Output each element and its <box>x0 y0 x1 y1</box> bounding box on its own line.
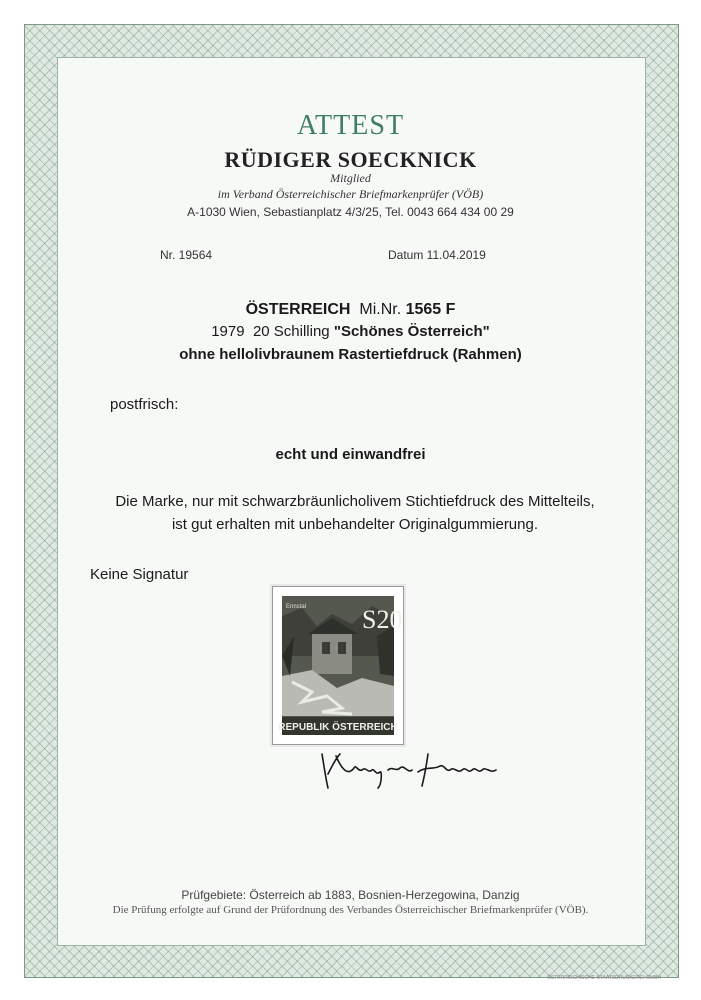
stamp-denomination: S20 <box>362 605 403 634</box>
stamp-engraving <box>278 596 403 735</box>
certificate-title: ATTEST <box>296 110 405 141</box>
catalog-line <box>0 301 701 319</box>
stamp-picture-icon <box>278 596 403 735</box>
signature-note: Keine Signatur <box>90 566 189 583</box>
stamp-inscription: REPUBLIK ÖSTERREICH <box>278 722 398 733</box>
membership-label: Mitglied <box>330 171 371 185</box>
description-line-1: Die Marke, nur mit schwarzbräunlicholivem Stichtiefdruck des Mittelteils, <box>115 493 595 510</box>
association-name: im Verband Österreichischer Briefmarkenprüfer (VÖB) <box>217 187 484 201</box>
issue-value: 20 Schilling <box>252 323 330 340</box>
issue-line <box>0 323 701 340</box>
examiner-signature <box>318 744 508 792</box>
verdict: echt und einwandfrei <box>275 446 426 463</box>
condition-label: postfrisch: <box>110 396 179 413</box>
examination-scope: Prüfgebiete: Österreich ab 1883, Bosnien-Herzegowina, Danzig <box>181 888 520 902</box>
catalog-prefix: Mi.Nr. <box>359 301 402 318</box>
variety-line: ohne hellolivbraunem Rastertiefdruck (Rahmen) <box>179 346 522 363</box>
stamp-image <box>272 586 404 745</box>
examiner-name: RÜDIGER SOECKNICK <box>224 147 477 172</box>
stamp-place-label: Ennstal <box>286 604 307 610</box>
condition-description <box>90 490 620 536</box>
printer-imprint: ÖSTERREICHISCHE STAATSDRUCKEREI GMBH <box>547 975 661 981</box>
country: ÖSTERREICH <box>245 301 351 318</box>
issue-year: 1979 <box>211 323 245 340</box>
description-line-2: ist gut erhalten mit unbehandelter Originalgummierung. <box>171 516 539 533</box>
certificate-date: Datum 11.04.2019 <box>388 248 486 262</box>
examination-rule: Die Prüfung erfolgte auf Grund der Prüfordnung des Verbandes Österreichischer Briefmarkenprüfer (VÖB). <box>112 904 589 916</box>
examiner-address: A-1030 Wien, Sebastianplatz 4/3/25, Tel. 0043 664 434 00 29 <box>187 205 514 219</box>
certificate-number: Nr. 19564 <box>160 248 213 262</box>
catalog-number: 1565 F <box>405 301 456 318</box>
signature-text: Rüdiger Soecknick <box>318 744 327 745</box>
issue-series: "Schönes Österreich" <box>333 323 490 340</box>
